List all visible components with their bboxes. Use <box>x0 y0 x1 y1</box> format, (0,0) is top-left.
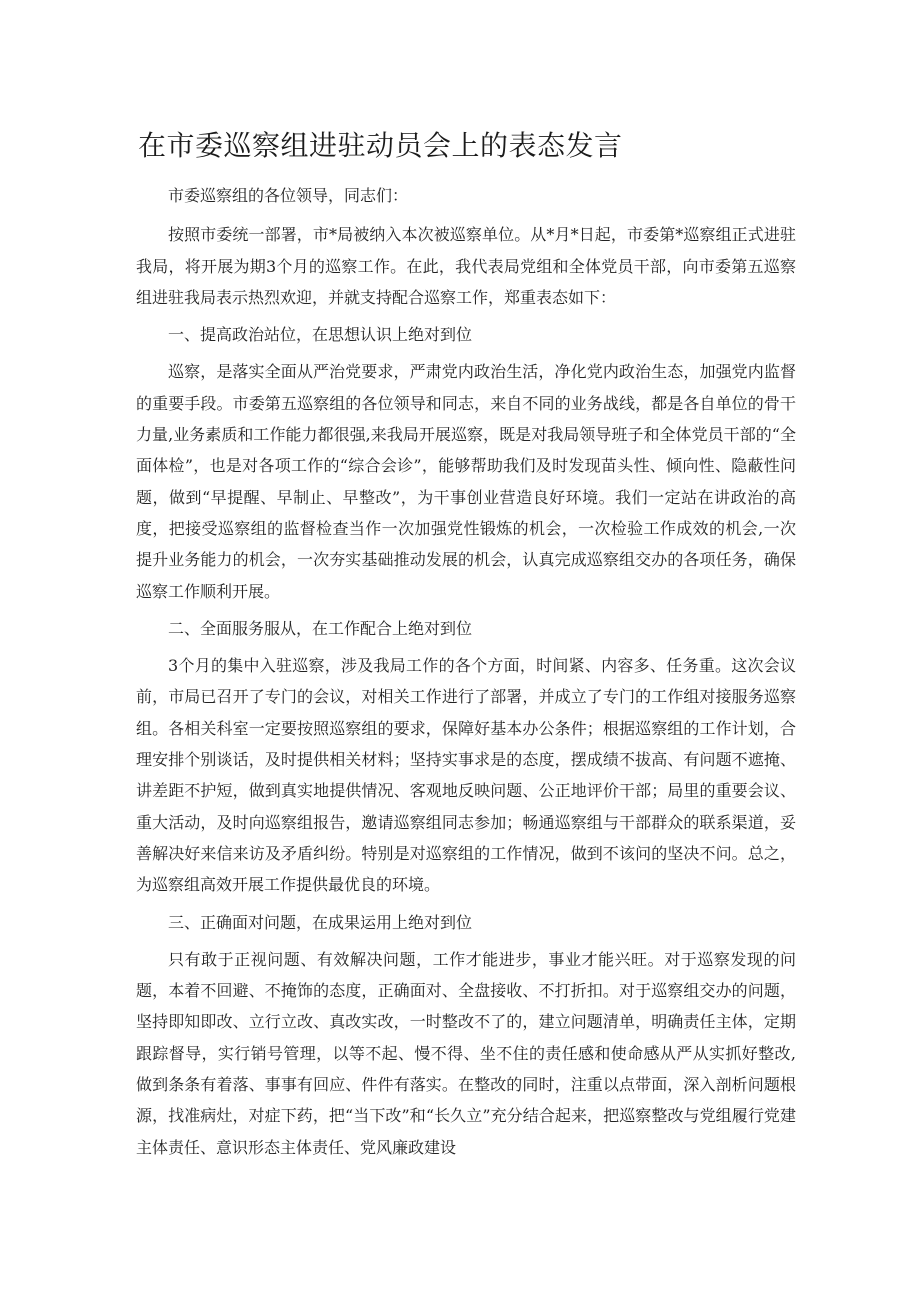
section-heading-1: 一、提高政治站位，在思想认识上绝对到位 <box>168 325 473 345</box>
section-heading-3: 三、正确面对问题，在成果运用上绝对到位 <box>168 912 473 932</box>
document-body <box>136 180 796 1169</box>
paragraph-section-1: 巡察，是落实全面从严治党要求，严肃党内政治生活，净化党内政治生态，加强党内监督的重要手段。市委第五巡察组的各位领导和同志，来自不同的业务战线，都是各自单位的骨干力量,业务素质和工作能力都很强,来我局开展巡察，既是对我局领导班子和全体党员干部的“全面体检”，也是对各项工作的“综合会诊”，能够帮助我们及时发现苗头性、倾向性、隐蔽性问题，做到“早提醒、早制止、早整改”，为干事创业营造良好环境。我们一定站在讲政治的高度，把接受巡察组的监督检查当作一次加强党性锻炼的机会，一次检验工作成效的机会,一次提升业务能力的机会，一次夯实基础推动发展的机会，认真完成巡察组交办的各项任务，确保巡察工作顺利开展。 <box>136 362 796 601</box>
paragraph-section-3: 只有敢于正视问题、有效解决问题，工作才能进步，事业才能兴旺。对于巡察发现的问题，本着不回避、不掩饰的态度，正确面对、全盘接收、不打折扣。对于巡察组交办的问题，坚持即知即改、立行立改、真改实改，一时整改不了的，建立问题清单，明确责任主体，定期跟踪督导，实行销号管理，以等不起、慢不得、坐不住的责任感和使命感从严从实抓好整改,做到条条有着落、事事有回应、件件有落实。在整改的同时，注重以点带面，深入剖析问题根源，找准病灶，对症下药，把“当下改”和“长久立”充分结合起来，把巡察整改与党组履行党建主体责任、意识形态主体责任、党风廉政建设 <box>136 949 796 1157</box>
section-heading-2: 二、全面服务服从，在工作配合上绝对到位 <box>168 618 473 638</box>
document-title: 在市委巡察组进驻动员会上的表态发言 <box>138 129 623 162</box>
paragraph-section-2: 3个月的集中入驻巡察，涉及我局工作的各个方面，时间紧、内容多、任务重。这次会议前，市局已召开了专门的会议，对相关工作进行了部署，并成立了专门的工作组对接服务巡察组。各相关科室一定要按照巡察组的要求，保障好基本办公条件；根据巡察组的工作计划，合理安排个别谈话，及时提供相关材料；坚持实事求是的态度，摆成绩不拔高、有问题不遮掩、讲差距不护短，做到真实地提供情况、客观地反映问题、公正地评价干部；局里的重要会议、重大活动，及时向巡察组报告，邀请巡察组同志参加；畅通巡察组与干部群众的联系渠道，妥善解决好来信来访及矛盾纠纷。特别是对巡察组的工作情况，做到不该问的坚决不问。总之，为巡察组高效开展工作提供最优良的环境。 <box>136 656 796 895</box>
paragraph-intro: 按照市委统一部署，市*局被纳入本次被巡察单位。从*月*日起，市委第*巡察组正式进驻我局，将开展为期3个月的巡察工作。在此，我代表局党组和全体党员干部，向市委第五巡察组进驻我局表示热烈欢迎，并就支持配合巡察工作，郑重表态如下： <box>136 225 796 307</box>
salutation: 市委巡察组的各位领导，同志们： <box>168 186 409 205</box>
